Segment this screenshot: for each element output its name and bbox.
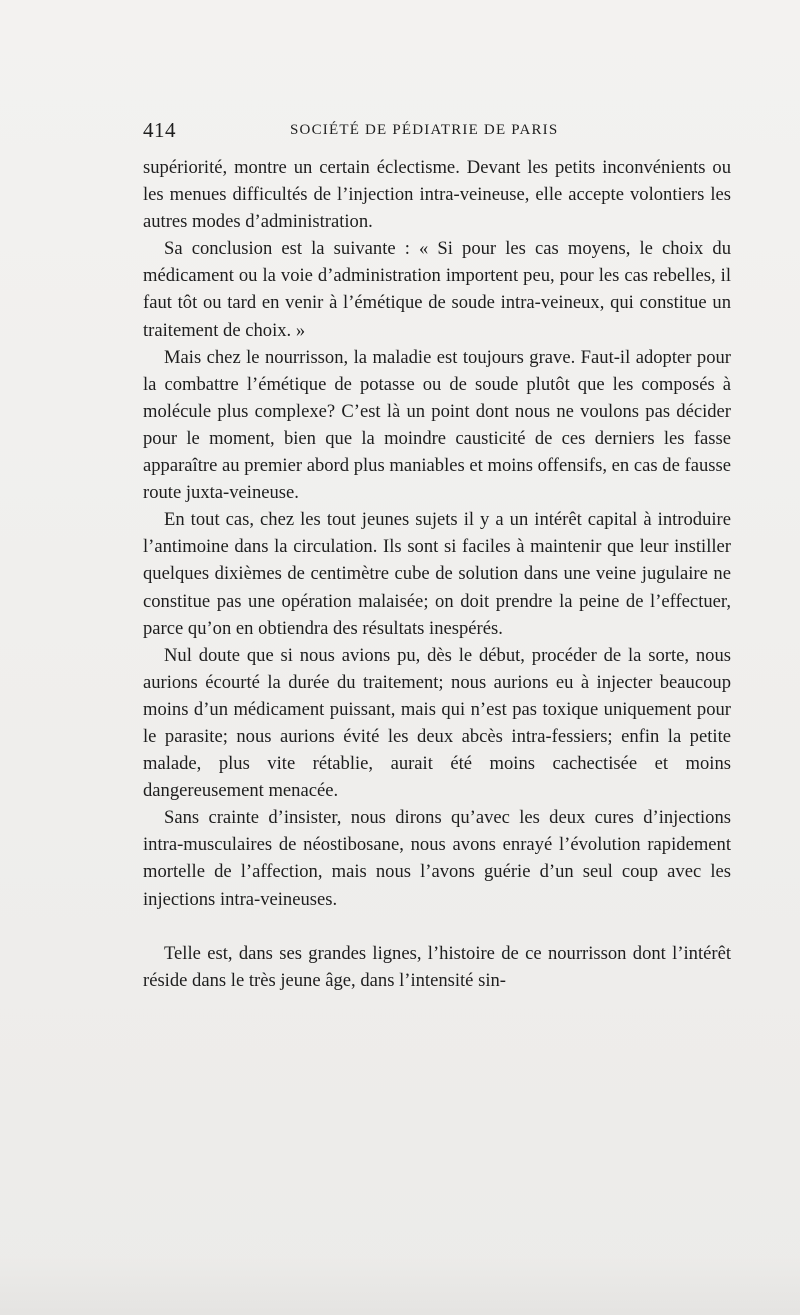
page-number: 414 bbox=[143, 118, 176, 142]
page-shading bbox=[0, 1255, 800, 1315]
paragraph-sans-crainte: Sans crainte d’insister, nous dirons qu’avec les deux cures d’injections intra-musculaires de néostibosane, nous avons enrayé l’évolution rapidement mortelle de l’affection, mais nous l’avons guérie d’un seul coup avec les injections intra-veineuses. bbox=[143, 807, 731, 910]
page-header bbox=[143, 118, 731, 142]
running-title: SOCIÉTÉ DE PÉDIATRIE DE PARIS bbox=[290, 122, 559, 138]
body-text bbox=[143, 154, 731, 994]
paragraph-conclusion: Sa conclusion est la suivante : « Si pour les cas moyens, le choix du médicament ou la voie d’administration importent peu, pour les cas rebelles, il faut tôt ou tard en venir à l’émétique de soude intra-veineux, qui constitue un traitement de choix. » bbox=[143, 238, 731, 341]
paragraph-telle-est: Telle est, dans ses grandes lignes, l’histoire de ce nourrisson dont l’intérêt réside dans le très jeune âge, dans l’intensité sin- bbox=[143, 942, 731, 991]
paragraph-nul-doute: Nul doute que si nous avions pu, dès le début, procéder de la sorte, nous aurions écourté la durée du traitement; nous aurions eu à injecter beaucoup moins d’un médicament puissant, mais qui n’est pas toxique uniquement pour le parasite; nous aurions évité les deux abcès intra-fessiers; enfin la petite malade, plus vite rétablie, aurait été moins cachectisée et moins dangereusement menacée. bbox=[143, 644, 731, 802]
paragraph-nourrisson: Mais chez le nourrisson, la maladie est toujours grave. Faut-il adopter pour la combattre l’émétique de potasse ou de soude plutôt que les composés à molécule plus complexe? C’est là un point dont nous ne voulons pas décider pour le moment, bien que la moindre causticité de ces derniers les fasse apparaître au premier abord plus maniables et moins offensifs, en cas de fausse route juxta-veineuse. bbox=[143, 346, 731, 504]
paragraph-continuation: supériorité, montre un certain éclectisme. Devant les petits inconvénients ou les menues difficultés de l’injection intra-veineuse, elle accepte volontiers les autres modes d’administration. bbox=[143, 157, 731, 233]
paragraph-antimoine: En tout cas, chez les tout jeunes sujets il y a un intérêt capital à introduire l’antimoine dans la circulation. Ils sont si faciles à maintenir que leur instiller quelques dixièmes de centimètre cube de solution dans une veine jugulaire ne constitue pas une opération malaisée; on doit prendre la peine de l’effectuer, parce qu’on en obtiendra des résultats inespérés. bbox=[143, 509, 731, 639]
